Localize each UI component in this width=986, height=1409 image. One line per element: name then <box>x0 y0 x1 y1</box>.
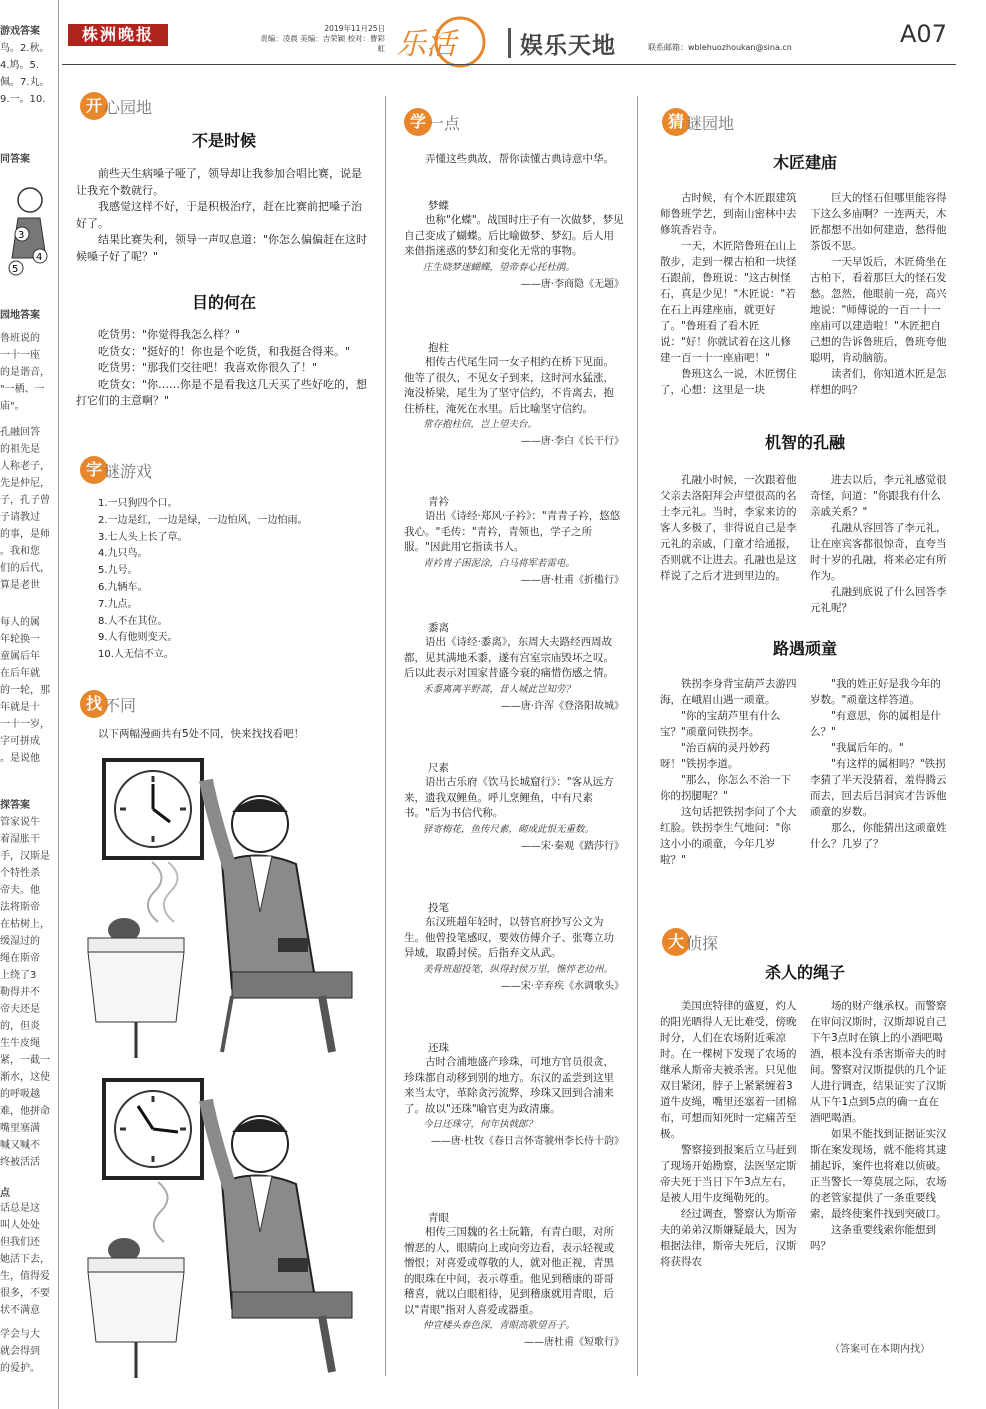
header-text: 侦探 <box>686 934 719 953</box>
cartoon-fragment-icon <box>0 178 58 278</box>
story-title: 机智的孔融 <box>764 433 845 452</box>
guess-garden-header <box>662 108 862 136</box>
term-entry <box>404 900 624 992</box>
header-badge: 开 <box>80 92 108 120</box>
term-source: ——唐·李商隐《无题》 <box>520 278 624 290</box>
strip-text: 鸟。2.秋。 4.鸠。5. 佩。7.丸。 9.一。10. <box>0 43 50 105</box>
term-quote: 驿寄梅花，鱼传尺素，砌成此恨无重数。 <box>423 823 595 835</box>
header-badge: 大 <box>662 928 690 956</box>
strip-heading: 探答案 <box>0 800 30 811</box>
strip-text: 学会与大 就会得到 的爱护。 <box>0 1329 40 1374</box>
header-text: 心园地 <box>104 98 153 117</box>
section-title: 娱乐天地 <box>520 33 616 59</box>
list-item: 2.一边是红，一边是绿，一边怕风，一边怕雨。 <box>98 514 308 526</box>
term-entry <box>404 620 624 712</box>
term-quote: 今日还珠守，何年执戟郎？ <box>423 1119 538 1130</box>
list-item: 5.九号。 <box>98 565 138 577</box>
term-quote: 庄生晓梦迷蝴蝶，望帝春心托杜鹃。 <box>423 261 576 273</box>
term-body: 相传三国魏的名士阮籍，有青白眼，对所憎恶的人，眼睛向上或向旁边看，表示轻视或憎恨；对喜爱或尊敬的人，就对他正视，青黑的眼珠在中间，表示尊重。他见到稽康的哥哥稽喜，就以白眼相待，见到稽康就用青眼，后以"青眼"指对人喜爱或器重。 <box>404 1226 614 1316</box>
term-entry <box>404 198 624 290</box>
term-title: 青眼 <box>428 1212 449 1224</box>
strip-heading: 园地答案 <box>0 310 40 321</box>
strip-text: 孔融回答 的祖先是 人称老子， 先是仲尼， 子，孔子曾 子请教过 的事，是师 。我和您 们的后代， 算是老世 <box>0 427 50 591</box>
header-badge: 字 <box>80 456 108 484</box>
story-column-right: 进去以后，李元礼感觉很奇怪，问道："你跟我有什么亲戚关系？" 孔融从容回答了李元礼，让在座宾客都很惊奇，直夸当时十岁的孔融，将来必定有所作为。 孔融到底说了什么回答李元礼呢？ <box>810 474 947 614</box>
contact-email: 联系邮箱：wblehuozhoukan@sina.cn <box>648 43 792 52</box>
term-quote: 仲宣楼头春色深，青眼高歌望吾子。 <box>423 1320 576 1331</box>
header-text: 一点 <box>428 114 461 133</box>
strip-heading: 游戏答案 <box>0 26 40 37</box>
term-source: ——唐·杜甫《折槛行》 <box>520 574 624 586</box>
term-quote: 常存抱柱信，岂上望夫台。 <box>423 419 538 430</box>
learn-point-header <box>404 108 604 136</box>
story-column-right: 巨大的怪石但哪里能容得下这么多庙啊？一连两天，木匠都想不出如何建造，愁得他茶饭不思。 一天早饭后，木匠倚坐在古柏下，看着那巨大的怪石发愁。忽然，他眼前一亮，高兴地说："师傅说的一百一十一座庙可以建造啦！"木匠把自己想的告诉鲁班后，鲁班夸他聪明，肯动脑筋。 读者们，你知道木匠是怎样想的吗？ <box>810 192 947 396</box>
term-quote: 青衿胄子困泥涂，白马将军若雷电。 <box>423 557 576 569</box>
term-body: 相传古代尾生同一女子相约在桥下见面。他等了很久，不见女子到来，这时河水猛涨，淹没桥梁，尾生为了坚守信约，不肯离去，抱住桥柱，淹死在水里。后比喻坚守信约。 <box>404 356 614 415</box>
term-quote: 美骨班超投笔，纵得封侯万里，憔悴老边州。 <box>423 963 614 975</box>
header-badge: 猜 <box>662 108 690 136</box>
term-source: ——宋·辛弃疾《水调歌头》 <box>500 980 624 992</box>
cartoon-top-illustration <box>82 752 378 1064</box>
dateline <box>255 24 385 54</box>
newspaper-logo: 株洲晚报 <box>68 24 168 46</box>
story-column-right: 场的财产继承权。而警察在审问汉斯时，汉斯却说自己下午3点时在镇上的小酒吧喝酒，根本没有杀害斯帝夫的时间。警察对汉斯提供的几个证人进行调查，结果证实了汉斯从下午1点到5点的确一直在酒吧喝酒。 如果不能找到证据证实汉斯在案发现场，就不能将其逮捕起诉，案件也将难以侦破。正当警长一筹莫展之际，农场的老管家提供了一条重要线索，最终使案件找到突破口。 这条重要线索你能想到吗？ <box>810 1000 947 1252</box>
story-title: 路遇顽童 <box>772 639 837 658</box>
header-text: 谜园地 <box>686 114 735 133</box>
detective-header <box>662 928 862 956</box>
strip-heading: 点 <box>0 1188 10 1199</box>
title-divider <box>508 28 511 58</box>
happy-garden-header <box>80 92 280 120</box>
riddle-list <box>98 496 378 664</box>
story-column-left: 美国庶特律的盛夏，灼人的阳光晒得人无比难受，傍晚时分，人们在农场附近乘凉时。在一棵树下发现了农场的继承人斯帝夫被杀害。只见他双目紧闭，脖子上紧紧缠着3道牛皮绳，嘴里还塞着一团棉布，可想而知死时一定痛苦至极。 警察接到报案后立马赶到了现场开始勘察，法医坚定斯帝夫死于当日下午3点左右，是被人用牛皮绳勒死的。 经过调查，警察认为斯帝夫的弟弟汉斯嫌疑最大，因为根据法律，斯帝夫死后，汉斯将获得农 <box>660 1000 797 1268</box>
strip-text: 鲁班说的 一十一座 的是谐音， "一栖、一 庙"。 <box>0 333 50 412</box>
header-badge: 学 <box>404 108 432 136</box>
list-item: 9.人有他则变天。 <box>98 632 178 644</box>
strip-heading: 同答案 <box>0 154 30 165</box>
term-source: ——唐·杜牧《春日言怀寄虢州李长侍十韵》 <box>430 1136 624 1147</box>
story-body: 吃货男："你觉得我怎么样？" 吃货女："挺好的！你也是个吃货，和我挺合得来。" 吃货男："那我们交往吧！我喜欢你很久了！" 吃货女："你……你是不是看我这几天买了些好吃的，想打它们的主意啊？" <box>76 328 368 407</box>
cartoon-bottom-illustration <box>82 1072 378 1384</box>
lehuo-column-logo <box>390 14 500 68</box>
story-body: 前些天生病嗓子哑了，领导却让我参加合唱比赛，说是让我充个数就行。 我感觉这样不好，于是积极治疗，赶在比赛前把嗓子治好了。 结果比赛失利，领导一声叹息道："你怎么偏偏赶在这时候嗓子好了呢？" <box>76 167 368 263</box>
term-source: ——唐·许浑《登洛阳故城》 <box>500 700 624 712</box>
story-title: 木匠建庙 <box>772 153 837 172</box>
term-entry <box>404 340 624 447</box>
story-column-left: 古时候，有个木匠跟建筑师鲁班学艺，到南山密林中去修筑香岩寺。 一天，木匠陪鲁班在山上散步，走到一棵古柏和一块怪石跟前，鲁班说："这古树怪石，真是少见！"木匠说："若在石上再建座庙，就更好了。"鲁班看了看木匠说："好！你就试着在这儿修建一百一十一座庙吧！" 鲁班这么一说，木匠愣住了，心想：这里是一块 <box>660 192 797 396</box>
term-body: 语出《诗经·郑风·子衿》："青青子衿，悠悠我心。"毛传："青衿，青领也，学子之所服。"因此用它指读书人。 <box>404 510 621 553</box>
strip-text: 话总是这 叫人处处 但我们还 她活下去， 生，值得爱 很多，不要 状不满意 <box>0 1203 50 1316</box>
term-body: 语出古乐府《饮马长城窟行》："客从远方来，遗我双鲤鱼。呼儿烹鲤鱼，中有尺素书。"后为书信代称。 <box>404 776 614 819</box>
list-item: 4.九只鸟。 <box>98 548 148 560</box>
svg-text:3: 3 <box>18 230 25 241</box>
story-title: 杀人的绳子 <box>764 963 845 982</box>
term-title: 投笔 <box>428 902 449 914</box>
issue-date: 2019年11月25日 <box>324 24 385 33</box>
editor-credits: 责编：凌晨 美编：吉荣颖 校对：曹彩虹 <box>260 34 385 53</box>
answer-note: （答案可在本期内找） <box>830 1344 930 1355</box>
term-title: 梦蝶 <box>428 200 449 212</box>
header-text: 谜游戏 <box>104 462 153 481</box>
header-badge: 找 <box>80 690 108 718</box>
header-text: 不同 <box>104 696 137 715</box>
term-title: 抱柱 <box>428 342 449 354</box>
term-body: 语出《诗经·黍离》，东周大夫路经西周故都，见其满地禾黍，遂有宫室宗庙毁坏之叹。后以此表示对国家昔盛今衰的痛惜伤感之情。 <box>404 636 614 679</box>
term-quote: 禾黍离离半野蒿，昔人城此岂知劳？ <box>423 683 576 695</box>
story-title: 目的何在 <box>191 293 256 312</box>
strip-text: 管家说牛 着湿胀干 手，汉斯是 个特性杀 帝夫。他 法将斯帝 在枯树上， 缓湿过的 绳在斯帝 上绕了3 勒得并不 帝夫还是 的，但炎 生牛皮绳 紧，一截一 渐水，这使 的呼吸越 难，他拼命 嘴里塞满 喊又喊不 终被活活 <box>0 817 50 1168</box>
term-source: ——唐杜甫《短歌行》 <box>524 1337 624 1348</box>
list-item: 7.九点。 <box>98 598 138 610</box>
strip-text: 每人的属 年轮换一 童属后年 在后年就 的一轮，那 年就是十 一十一岁， 字可拼成 。是说他 <box>0 617 50 764</box>
header-rule <box>62 64 956 65</box>
list-item: 3.七人头上长了草。 <box>98 531 188 543</box>
story-column-left: 铁拐李身背宝葫芦去游四海，在峨眉山遇一顽童。 "你的宝葫芦里有什么宝？"顽童问铁拐李。 "治百病的灵丹妙药呀！"铁拐李道。 "那么，你怎么不治一下你的拐腿呢？" 这句话把铁拐李问了个大红脸。铁拐李生气地问："你这小小的顽童，今年几岁啦？" <box>660 678 797 866</box>
term-body: 古时合浦地盛产珍珠，可地方官员很贪，珍珠都自动移到别的地方。东汉的孟尝到这里来当太守，革除贪污流弊，珍珠又回到合浦来了。故以"还珠"喻官吏为政清廉。 <box>404 1056 614 1115</box>
spot-difference-desc: 以下两幅漫画共有5处不同，快来找找看吧！ <box>98 728 305 740</box>
lehuo-logo-text: 乐活 <box>396 27 456 62</box>
learn-intro: 弄懂这些典故，帮你读懂古典诗意中华。 <box>425 153 614 165</box>
term-title: 尺素 <box>428 762 449 774</box>
term-entry <box>404 1040 624 1147</box>
story-column-left: 孔融小时候，一次跟着他父亲去洛阳拜会声望很高的名士李元礼。当时，李家来访的客人多极了，非得说自己是李元礼的亲戚，门童才给通报，否则就不让进去。孔融也是这样说了之后才进到里边的。 <box>660 474 797 582</box>
left-page-edge <box>0 0 60 1409</box>
term-title: 还珠 <box>428 1042 449 1054</box>
list-item: 6.九辆车。 <box>98 581 148 593</box>
story-title: 不是时候 <box>191 131 256 150</box>
list-item: 8.人不在其位。 <box>98 615 168 627</box>
term-entry <box>404 1210 624 1348</box>
list-item: 10.人无信不立。 <box>98 649 174 661</box>
term-source: ——唐·李白《长干行》 <box>520 436 624 447</box>
left-column-rule <box>58 0 59 1409</box>
term-title: 黍离 <box>428 622 449 634</box>
term-body: 也称"化蝶"。战国时庄子有一次做梦，梦见自己变成了蝴蝶。后比喻做梦、梦幻。后人用来借指迷惑的梦幻和变化无常的事物。 <box>404 214 624 257</box>
column-rule <box>385 96 386 1376</box>
word-riddle-header <box>80 456 280 484</box>
spot-difference-header <box>80 690 280 718</box>
column-rule <box>637 96 638 1376</box>
list-item: 1.一只狗四个口。 <box>98 498 178 509</box>
term-entry <box>404 494 624 586</box>
svg-text:4: 4 <box>36 252 43 263</box>
svg-text:5: 5 <box>12 264 19 275</box>
term-source: ——宋·秦观《踏莎行》 <box>520 840 624 852</box>
term-entry <box>404 760 624 852</box>
term-body: 东汉班超年轻时，以替官府抄写公文为生。他曾投笔感叹，要效仿傅介子、张骞立功异域，取爵封侯。后指弃文从武。 <box>404 916 614 959</box>
page-number: A07 <box>900 20 947 48</box>
story-column-right: "我的姓正好是我今年的岁数。"顽童这样答道。 "有意思，你的属相是什么？" "我属后年的。" "有这样的属相吗？"铁拐李猜了半天没猜着，羞得腾云而去，回去后吕洞宾才告诉他顽童的岁数。 那么，你能猜出这顽童姓什么？几岁了？ <box>810 678 947 850</box>
term-title: 青衿 <box>428 496 449 508</box>
